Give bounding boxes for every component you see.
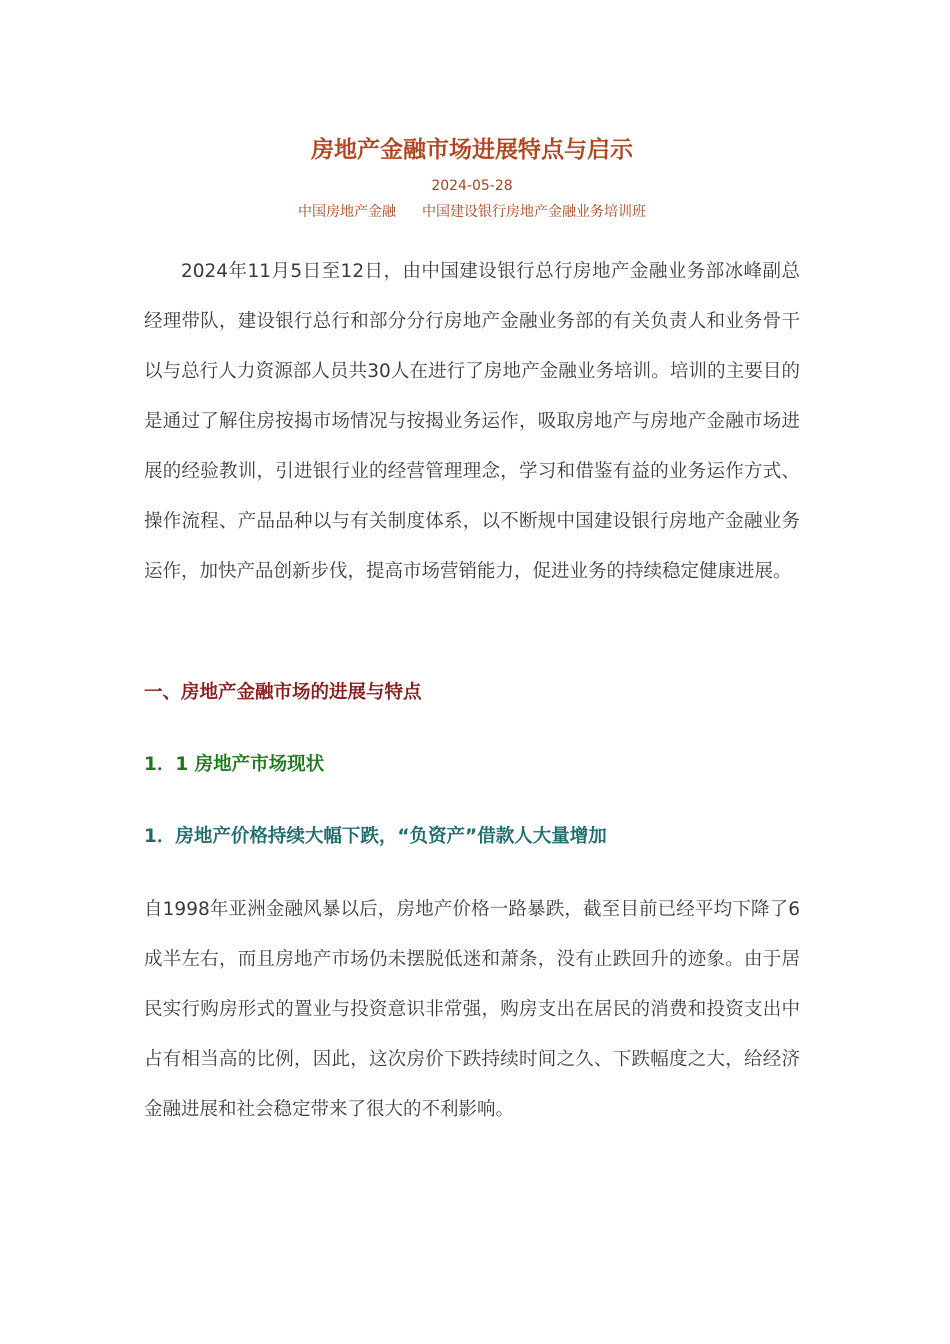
- point-body-paragraph: 自1998年亚洲金融风暴以后，房地产价格一路暴跌，截至目前已经平均下降了6成半左右，而且房地产市场仍未摆脱低迷和萧条，没有止跌回升的迹象。由于居民实行购房形式的置业与投资意识非常强，购房支出在居民的消费和投资支出中占有相当高的比例，因此，这次房价下跌持续时间之久、下跌幅度之大，给经济金融进展和社会稳定带来了很大的不利影响。: [144, 899, 800, 1120]
- intro-paragraph: 2024年11月5日至12日，由中国建设银行总行房地产金融业务部冰峰副总经理带队，建设银行总行和部分分行房地产金融业务部的有关负责人和业务骨干以与总行人力资源部人员共30人在进行了房地产金融业务培训。培训的主要目的是通过了解住房按揭市场情况与按揭业务运作，吸取房地产与房地产金融市场进展的经验教训，引进银行业的经营管理理念，学习和借鉴有益的业务运作方式、操作流程、产品品种以与有关制度体系，以不断规中国建设银行房地产金融业务运作，加快产品创新步伐，提高市场营销能力，促进业务的持续稳定健康进展。: [144, 261, 800, 582]
- article-author: 中国建设银行房地产金融业务培训班: [422, 204, 646, 220]
- section-heading: 一、房地产金融市场的进展与特点: [144, 682, 422, 703]
- point-heading: 1．房地产价格持续大幅下跌，“负资产”借款人大量增加: [144, 826, 607, 847]
- article-title: 房地产金融市场进展特点与启示: [311, 137, 633, 163]
- article-source: 中国房地产金融: [298, 204, 396, 220]
- article-date: 2024-05-28: [431, 178, 513, 194]
- article-meta: [144, 202, 800, 222]
- subsection-heading: 1．1 房地产市场现状: [144, 754, 325, 775]
